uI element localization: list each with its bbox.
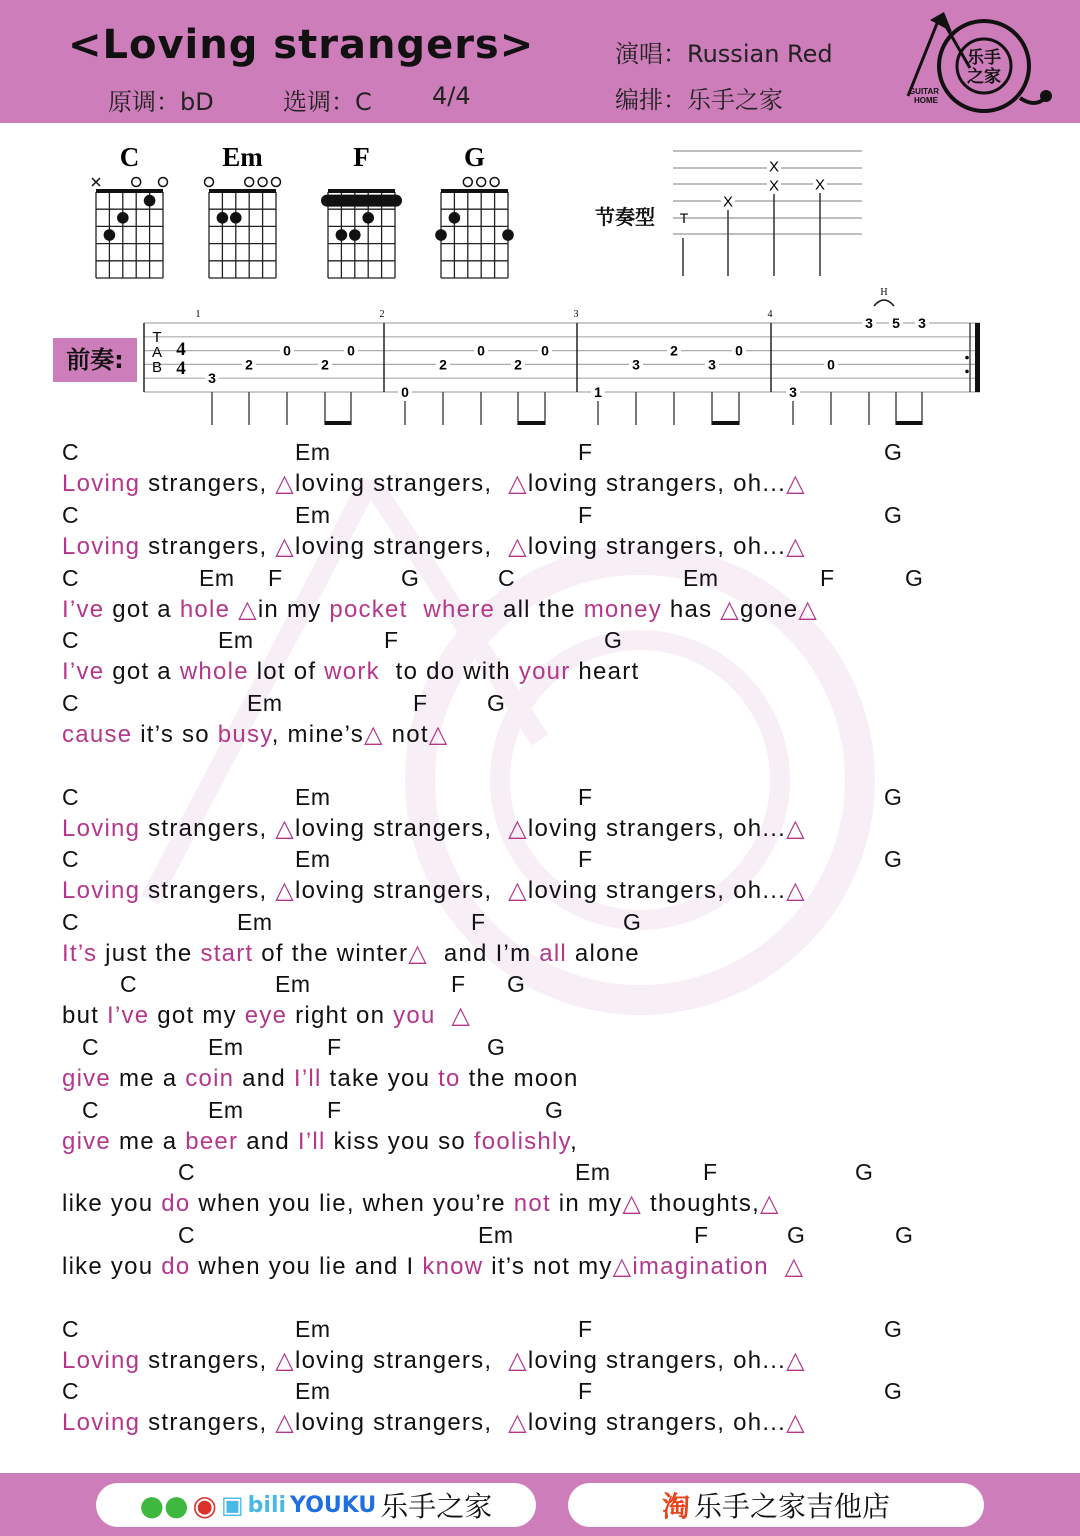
chord-symbol: Em [295, 1378, 331, 1404]
lyric-line [62, 596, 818, 624]
chord-symbol: G [884, 1316, 903, 1342]
repeat-dot [965, 356, 969, 360]
tab-note: 0 [401, 384, 409, 400]
tab-note: 0 [735, 342, 743, 359]
lyric-text: of the winter [253, 940, 409, 967]
lyric-highlight: △ [760, 1190, 780, 1217]
strum-x-mark: X [814, 176, 826, 194]
chord-symbol: Em [237, 909, 273, 935]
lyric-highlight: whole [179, 658, 249, 685]
hammer-on-arc [874, 300, 894, 306]
tab-note: 3 [918, 315, 926, 331]
chord-symbol: F [471, 909, 486, 935]
chord-symbol: Em [575, 1159, 611, 1185]
lyric-text: like you [62, 1253, 162, 1280]
lyric-highlight: △ [612, 1253, 633, 1280]
lyric-text: strangers, [140, 1347, 276, 1374]
chord-symbol: G [787, 1222, 806, 1248]
taobao-icon: 淘 [661, 1490, 690, 1523]
tab-clef-letter: A [151, 344, 163, 361]
eighth-beam [325, 421, 351, 425]
lyric-text: loving strangers, [295, 1409, 509, 1436]
chord-symbol: F [578, 1316, 593, 1342]
taobao-store-pill[interactable] [568, 1483, 984, 1527]
chord-diagram-name: F [353, 142, 370, 172]
lyric-highlight: imagination [632, 1253, 769, 1280]
lyric-highlight: I’ll [293, 1065, 322, 1092]
lyric-highlight: I’ve [62, 658, 105, 685]
lyric-highlight: △ [275, 815, 295, 842]
chord-symbol: Em [208, 1034, 244, 1060]
lyric-highlight: I’ve [107, 1002, 150, 1029]
chord-symbol: C [62, 1316, 80, 1342]
footer-right-text: 乐手之家吉他店 [694, 1490, 891, 1523]
lyric-line [62, 1409, 806, 1437]
svg-text:GUITAR: GUITAR [908, 87, 940, 96]
measure-number: 4 [767, 309, 773, 320]
lyric-highlight: △ [508, 815, 528, 842]
thumb-mark: T [679, 210, 689, 226]
lyric-highlight: foolishly [473, 1128, 571, 1155]
lyric-line [62, 721, 448, 749]
lyric-highlight: Loving [62, 470, 141, 497]
lyric-highlight: △ [622, 1190, 643, 1217]
lyric-line [62, 815, 806, 843]
lyric-text: strangers, [140, 533, 276, 560]
chord-symbol: G [623, 909, 642, 935]
lyric-text: and I’m [428, 940, 540, 967]
chord-symbol: C [82, 1034, 100, 1060]
lyric-highlight: cause [62, 721, 133, 748]
chord-symbol: Em [295, 784, 331, 810]
lyric-highlight: △ [275, 470, 295, 497]
chord-symbol: C [62, 565, 80, 591]
lyric-text: loving strangers, oh... [527, 533, 787, 560]
chord-symbol: Em [295, 502, 331, 528]
chord-symbol: F [578, 439, 593, 465]
lyric-highlight: give [62, 1065, 112, 1092]
lyric-highlight: work [324, 658, 380, 685]
lyric-highlight: beer [185, 1128, 239, 1155]
lyric-text: got a [104, 658, 180, 685]
svg-text:乐手: 乐手 [967, 48, 1001, 68]
lyric-highlight: do [161, 1190, 191, 1217]
lyric-line [62, 1065, 579, 1093]
tab-note: 2 [439, 356, 447, 373]
lyric-highlight: △ [786, 533, 806, 560]
chord-diagram-name: Em [222, 142, 263, 172]
lyric-highlight: hole [179, 596, 231, 623]
chord-symbol: C [82, 1097, 100, 1123]
singer: 演唱：Russian Red [615, 40, 833, 68]
footer-left-text: 乐手之家 [380, 1490, 493, 1523]
end-bar-thick [975, 323, 980, 392]
chord-symbol: Em [478, 1222, 514, 1248]
chord-symbol: F [451, 971, 466, 997]
svg-text:HOME: HOME [914, 96, 938, 105]
social-links-pill[interactable] [96, 1483, 536, 1527]
youku-brand: YOUKU [290, 1492, 377, 1518]
tab-note: 3 [865, 315, 873, 331]
bilibili-tv-icon: ▣ [220, 1491, 244, 1519]
prelude-tablature [0, 0, 1000, 440]
tab-note: 2 [514, 356, 522, 373]
lyric-highlight: start [200, 940, 254, 967]
chord-symbol: G [884, 439, 903, 465]
lyric-highlight: △ [720, 596, 740, 623]
strum-x-mark: X [722, 193, 734, 211]
lyric-text: loving strangers, [295, 1347, 509, 1374]
lyric-highlight: know [422, 1253, 484, 1280]
chord-diagram-name: G [463, 142, 486, 172]
lyric-highlight: Loving [62, 533, 141, 560]
lyric-highlight: △ [275, 533, 295, 560]
lyric-text: kiss you so [325, 1128, 474, 1155]
chord-symbol: G [884, 846, 903, 872]
lyric-highlight: △ [786, 1409, 806, 1436]
song-title: <Loving strangers> [68, 22, 535, 68]
tab-clef-letter: T [152, 329, 162, 346]
wechat-icon: ●● [139, 1488, 189, 1522]
lyric-line [62, 940, 640, 968]
lyric-text: all the [495, 596, 584, 623]
chord-symbol: G [487, 690, 506, 716]
tab-note: 0 [477, 342, 485, 359]
chord-symbol: Em [218, 627, 254, 653]
lyric-highlight: △ [786, 877, 806, 904]
lyric-text: lot of [248, 658, 325, 685]
chord-symbol: C [178, 1222, 196, 1248]
tab-note: 5 [892, 315, 900, 331]
lyric-highlight: give [62, 1128, 112, 1155]
chord-symbol: F [327, 1097, 342, 1123]
lyric-line [62, 658, 639, 686]
lyric-text: not [383, 721, 429, 748]
lyric-highlight: busy [217, 721, 272, 748]
lyric-highlight: △ [363, 721, 384, 748]
chord-symbol: G [895, 1222, 914, 1248]
lyric-text: has [661, 596, 721, 623]
tab-note: 0 [283, 342, 291, 359]
lyric-highlight: I’ve [62, 596, 105, 623]
lyric-highlight: △ [508, 533, 528, 560]
tab-note: 2 [670, 342, 678, 359]
lyric-highlight: I’ll [297, 1128, 326, 1155]
lyric-text: it’s not my [483, 1253, 613, 1280]
chord-symbol: F [268, 565, 283, 591]
watermark-logo [120, 480, 970, 1080]
lyric-text [408, 596, 424, 623]
tab-note: 3 [708, 356, 716, 373]
chord-symbol: G [487, 1034, 506, 1060]
chord-symbol: C [62, 690, 80, 716]
chord-symbol: Em [295, 846, 331, 872]
lyric-line [62, 470, 806, 498]
chord-diagram-name: C [119, 142, 140, 172]
tab-note: 1 [594, 384, 602, 400]
lyric-text: got my [149, 1002, 245, 1029]
rhythm-pattern-label: 节奏型 [595, 205, 655, 229]
chord-symbol: F [578, 1378, 593, 1404]
chord-symbol: G [855, 1159, 874, 1185]
lyric-highlight: It’s [62, 940, 98, 967]
chord-symbol: C [62, 784, 80, 810]
chord-symbol: C [178, 1159, 196, 1185]
lyric-highlight: not [513, 1190, 551, 1217]
chord-symbol: F [578, 784, 593, 810]
lyric-line [62, 533, 806, 561]
lyric-text: loving strangers, oh... [527, 470, 787, 497]
time-sig-top: 4 [176, 339, 186, 360]
lyric-highlight: △ [238, 596, 258, 623]
time-signature: 4/4 [432, 82, 471, 110]
chord-symbol: C [498, 565, 516, 591]
arranger: 编排：乐手之家 [615, 86, 783, 114]
tab-note: 2 [321, 356, 329, 373]
lyric-highlight: eye [244, 1002, 288, 1029]
lyric-line [62, 1347, 806, 1375]
lyric-text: but [62, 1002, 108, 1029]
lyric-highlight: △ [275, 1347, 295, 1374]
lyric-highlight: △ [798, 596, 819, 623]
chord-symbol: G [545, 1097, 564, 1123]
lyric-highlight: Loving [62, 1347, 141, 1374]
lyric-highlight: △ [408, 940, 429, 967]
lyric-highlight: △ [508, 470, 528, 497]
lyric-highlight: your [518, 658, 571, 685]
lyric-text: strangers, [140, 1409, 276, 1436]
chord-symbol: F [384, 627, 399, 653]
lyric-text: and [234, 1065, 294, 1092]
eighth-beam [712, 421, 739, 425]
tab-note: 0 [541, 342, 549, 359]
chord-symbol: G [507, 971, 526, 997]
chord-symbol: G [884, 502, 903, 528]
chord-symbol: C [120, 971, 138, 997]
chord-symbol: Em [295, 1316, 331, 1342]
lyric-highlight: △ [786, 815, 806, 842]
lyric-highlight: △ [786, 470, 806, 497]
svg-text:之家: 之家 [967, 67, 1001, 87]
chord-symbol: F [413, 690, 428, 716]
repeat-dot [965, 370, 969, 374]
lyric-line [62, 1002, 471, 1030]
lyric-text: like you [62, 1190, 162, 1217]
tab-note: 3 [789, 384, 797, 400]
measure-number: 2 [379, 309, 385, 320]
lyric-text: , [570, 1128, 578, 1155]
lyric-text: thoughts, [642, 1190, 761, 1217]
chord-symbol: G [604, 627, 623, 653]
measure-number: 1 [195, 309, 201, 320]
lyric-text: it’s so [132, 721, 218, 748]
lyric-highlight: △ [451, 1002, 472, 1029]
lyric-text [769, 1253, 785, 1280]
chord-symbol: G [905, 565, 924, 591]
weibo-icon: ◉ [192, 1488, 217, 1522]
lyric-text: , mine’s [271, 721, 364, 748]
lyric-text: heart [570, 658, 640, 685]
lyric-text [436, 1002, 452, 1029]
lyric-text: just the [97, 940, 201, 967]
lyric-highlight: Loving [62, 877, 141, 904]
lyric-highlight: △ [784, 1253, 805, 1280]
eighth-beam [518, 421, 545, 425]
lyric-text: alone [567, 940, 640, 967]
lyric-highlight: △ [428, 721, 449, 748]
footer-banner [0, 1473, 1080, 1536]
lyric-text: gone [739, 596, 799, 623]
time-sig-bottom: 4 [176, 358, 186, 379]
strum-x-mark: X [768, 158, 780, 176]
lyric-text: loving strangers, oh... [527, 877, 787, 904]
lyric-highlight: coin [185, 1065, 235, 1092]
lyric-highlight: △ [275, 877, 295, 904]
lyric-text: me a [111, 1065, 186, 1092]
lyric-highlight: you [393, 1002, 436, 1029]
chord-symbol: C [62, 909, 80, 935]
tab-note: 0 [827, 356, 835, 373]
lyric-highlight: △ [508, 1347, 528, 1374]
chord-symbol: F [820, 565, 835, 591]
lyric-text: in my [550, 1190, 623, 1217]
chord-symbol: Em [295, 439, 331, 465]
chord-symbol: F [703, 1159, 718, 1185]
tab-note: 2 [245, 356, 253, 373]
lyric-highlight: do [161, 1253, 191, 1280]
lyric-text: strangers, [140, 470, 276, 497]
chord-symbol: C [62, 502, 80, 528]
lyric-text: to do with [379, 658, 519, 685]
lyric-text: loving strangers, [295, 470, 509, 497]
lyric-text: me a [111, 1128, 186, 1155]
lyric-text: loving strangers, oh... [527, 1347, 787, 1374]
tab-clef-letter: B [151, 359, 163, 376]
lyric-highlight: △ [275, 1409, 295, 1436]
tab-note: 0 [347, 342, 355, 359]
lyric-text: and [238, 1128, 298, 1155]
bilibili-brand: bili [247, 1492, 287, 1518]
lyric-text: in my [257, 596, 330, 623]
lyric-highlight: △ [508, 1409, 528, 1436]
lyric-line [62, 1253, 804, 1281]
lyric-line [62, 1190, 780, 1218]
chord-symbol: F [578, 502, 593, 528]
chord-symbol: F [578, 846, 593, 872]
lyric-text: right on [287, 1002, 394, 1029]
lyric-highlight: where [423, 596, 496, 623]
lyric-highlight: △ [508, 877, 528, 904]
lyric-text: loving strangers, oh... [527, 815, 787, 842]
lyric-highlight: pocket [329, 596, 408, 623]
lyric-text: when you lie, when you’re [190, 1190, 514, 1217]
lyric-highlight: to [438, 1065, 461, 1092]
lyric-text: loving strangers, oh... [527, 1409, 787, 1436]
lyric-text: got a [104, 596, 180, 623]
measure-number: 3 [573, 309, 579, 320]
chord-symbol: G [884, 1378, 903, 1404]
prelude-label: 前奏: [53, 338, 137, 382]
lyric-highlight: all [539, 940, 567, 967]
tab-note: 3 [208, 370, 216, 387]
chord-symbol: C [62, 846, 80, 872]
lyric-text: strangers, [140, 815, 276, 842]
chord-symbol: Em [208, 1097, 244, 1123]
lyric-highlight: Loving [62, 815, 141, 842]
chord-symbol: Em [247, 690, 283, 716]
strum-x-mark: X [768, 177, 780, 195]
lyric-text: loving strangers, [295, 815, 509, 842]
original-key: 原调：bD [108, 88, 214, 116]
lyric-text [230, 596, 238, 623]
chord-symbol: Em [275, 971, 311, 997]
chord-symbol: G [884, 784, 903, 810]
chord-symbol: Em [683, 565, 719, 591]
chord-symbol: G [401, 565, 420, 591]
lyric-line [62, 877, 806, 905]
chord-symbol: F [694, 1222, 709, 1248]
lyric-text: loving strangers, [295, 877, 509, 904]
chord-symbol: C [62, 627, 80, 653]
chord-symbol: Em [199, 565, 235, 591]
lyric-highlight: Loving [62, 1409, 141, 1436]
lyric-text: when you lie and I [190, 1253, 423, 1280]
lyric-text: loving strangers, [295, 533, 509, 560]
chord-symbol: F [327, 1034, 342, 1060]
lyric-highlight: money [583, 596, 662, 623]
eighth-beam [896, 421, 922, 425]
lyric-highlight: △ [786, 1347, 806, 1374]
tab-note: 3 [632, 356, 640, 373]
chosen-key: 选调：C [283, 88, 372, 116]
lyric-text: strangers, [140, 877, 276, 904]
lyric-text: the moon [460, 1065, 579, 1092]
lyric-text: take you [321, 1065, 439, 1092]
chord-symbol: C [62, 439, 80, 465]
hammer-on-label: H [880, 287, 888, 298]
lyric-line [62, 1128, 578, 1156]
chord-symbol: C [62, 1378, 80, 1404]
